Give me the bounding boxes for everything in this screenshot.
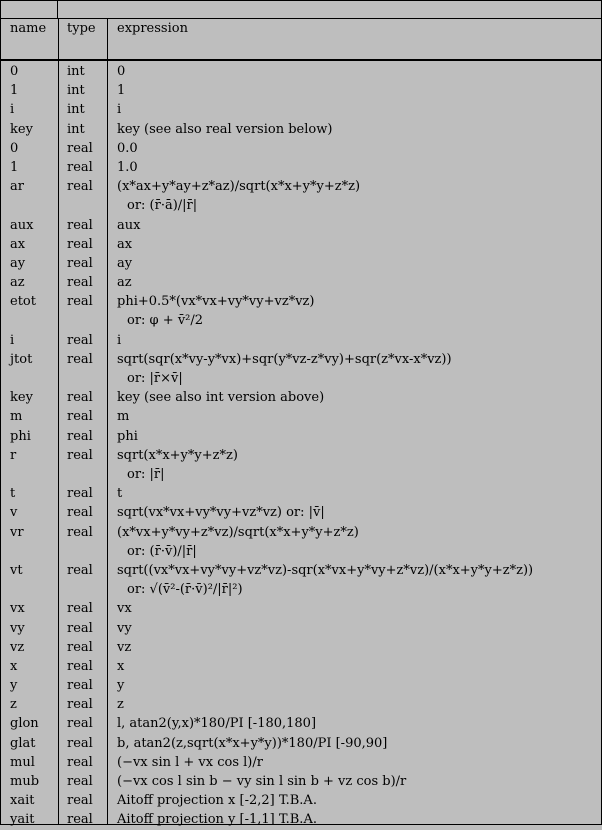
cell-name: vx xyxy=(10,601,25,617)
table-row xyxy=(1,772,601,791)
table-row xyxy=(1,695,601,714)
cell-type: real xyxy=(67,601,93,617)
table-row xyxy=(1,254,601,273)
cell-type: real xyxy=(67,351,93,367)
cell-expression: 1 xyxy=(117,83,126,99)
cell-type: real xyxy=(67,620,93,636)
cell-type: real xyxy=(67,754,93,770)
cell-expression: vx xyxy=(117,601,132,617)
cell-name: vz xyxy=(10,639,25,655)
cell-expression: i xyxy=(117,332,122,348)
cell-name: mub xyxy=(10,774,40,790)
cell-type: real xyxy=(67,294,93,310)
cell-expression: y xyxy=(117,678,125,694)
table-row xyxy=(1,676,601,695)
header-type: type xyxy=(67,21,96,36)
cell-type: real xyxy=(67,697,93,713)
table-row xyxy=(1,158,601,177)
table-row xyxy=(1,331,601,350)
cell-name: yait xyxy=(10,812,35,828)
cell-type: real xyxy=(67,255,93,271)
cell-name: jtot xyxy=(10,351,33,367)
cell-expression: vz xyxy=(117,639,132,655)
cell-expression: ax xyxy=(117,236,133,252)
cell-type: real xyxy=(67,390,93,406)
cell-expression: phi xyxy=(117,428,138,444)
cell-name: r xyxy=(10,447,17,463)
cell-name: xait xyxy=(10,793,35,809)
cell-type: real xyxy=(67,793,93,809)
cell-expression: ay xyxy=(117,255,133,271)
cell-name: etot xyxy=(10,294,36,310)
table-row xyxy=(1,120,601,139)
table-row xyxy=(1,427,601,446)
cell-name: m xyxy=(10,409,23,425)
cell-type: real xyxy=(67,159,93,175)
cell-name: glat xyxy=(10,735,36,751)
table-top-strip xyxy=(1,1,601,19)
table-row xyxy=(1,446,601,484)
cell-expression-alt: or: √(v̄²-(r̄·v̄)²/|r̄|²) xyxy=(127,582,243,598)
cell-name: ar xyxy=(10,179,24,195)
cell-expression: vy xyxy=(117,620,132,636)
table-row xyxy=(1,235,601,254)
cell-name: phi xyxy=(10,428,31,444)
cell-name: 0 xyxy=(10,140,19,156)
table-row xyxy=(1,81,601,100)
cell-name: x xyxy=(10,658,18,674)
cell-name: mul xyxy=(10,754,35,770)
cell-type: real xyxy=(67,486,93,502)
cell-type: int xyxy=(67,83,85,99)
table-row xyxy=(1,753,601,772)
cell-name: 1 xyxy=(10,159,19,175)
cell-expression: m xyxy=(117,409,130,425)
cell-expression: Aitoff projection y [-1,1] T.B.A. xyxy=(117,812,317,828)
table-row xyxy=(1,561,601,599)
cell-name: y xyxy=(10,678,18,694)
cell-expression: z xyxy=(117,697,124,713)
cell-name: 0 xyxy=(10,64,19,79)
cell-type: real xyxy=(67,562,93,578)
table-row xyxy=(1,484,601,503)
table-row xyxy=(1,810,601,829)
cell-type: int xyxy=(67,102,85,118)
cell-expression: sqrt((vx*vx+vy*vy+vz*vz)-sqr(x*vx+y*vy+z*vz)/(x*x+y*y+z*z)) xyxy=(117,562,534,578)
cell-name: ax xyxy=(10,236,26,252)
cell-type: real xyxy=(67,428,93,444)
cell-type: real xyxy=(67,140,93,156)
table-row xyxy=(1,100,601,119)
cell-expression: 0.0 xyxy=(117,140,138,156)
table-row xyxy=(1,791,601,810)
cell-expression: (−vx cos l sin b − vy sin l sin b + vz cos b)/r xyxy=(117,774,407,790)
table-row xyxy=(1,292,601,330)
cell-expression: phi+0.5*(vx*vx+vy*vy+vz*vz) xyxy=(117,294,315,310)
table-body xyxy=(1,62,601,830)
table-row xyxy=(1,523,601,561)
cell-type: real xyxy=(67,447,93,463)
cell-type: real xyxy=(67,639,93,655)
cell-expression: sqrt(vx*vx+vy*vy+vz*vz) or: |v̄| xyxy=(117,505,325,521)
cell-expression-alt: or: |r̄×v̄| xyxy=(127,371,183,387)
table-row xyxy=(1,734,601,753)
cell-type: real xyxy=(67,678,93,694)
table-row xyxy=(1,619,601,638)
cell-type: int xyxy=(67,64,85,79)
cell-expression: (x*vx+y*vy+z*vz)/sqrt(x*x+y*y+z*z) xyxy=(117,524,359,540)
cell-expression: i xyxy=(117,102,122,118)
table-row xyxy=(1,638,601,657)
table-row xyxy=(1,388,601,407)
table-row xyxy=(1,503,601,522)
cell-name: z xyxy=(10,697,17,713)
cell-expression: 1.0 xyxy=(117,159,138,175)
table-row xyxy=(1,62,601,81)
cell-expression: 0 xyxy=(117,64,126,79)
table-row xyxy=(1,407,601,426)
cell-expression: key (see also int version above) xyxy=(117,390,325,406)
cell-expression: sqrt(x*x+y*y+z*z) xyxy=(117,447,238,463)
cell-expression: b, atan2(z,sqrt(x*x+y*y))*180/PI [-90,90] xyxy=(117,735,388,751)
table-row xyxy=(1,216,601,235)
table-row xyxy=(1,714,601,733)
cell-name: aux xyxy=(10,217,34,233)
cell-name: i xyxy=(10,332,15,348)
table-row xyxy=(1,350,601,388)
cell-type: real xyxy=(67,217,93,233)
header-expression: expression xyxy=(117,21,188,36)
cell-expression: x xyxy=(117,658,125,674)
table-row xyxy=(1,657,601,676)
cell-expression-alt: or: |r̄| xyxy=(127,466,165,482)
table-row xyxy=(1,139,601,158)
header-name: name xyxy=(10,21,47,36)
cell-expression-alt: or: (r̄·ā)/|r̄| xyxy=(127,198,198,214)
cell-name: v xyxy=(10,505,18,521)
table-row xyxy=(1,599,601,618)
cell-expression: aux xyxy=(117,217,141,233)
cell-expression: key (see also real version below) xyxy=(117,121,333,137)
cell-type: real xyxy=(67,812,93,828)
cell-type: real xyxy=(67,716,93,732)
cell-type: real xyxy=(67,774,93,790)
top-strip-divider xyxy=(57,1,58,18)
cell-name: az xyxy=(10,275,25,291)
cell-expression: l, atan2(y,x)*180/PI [-180,180] xyxy=(117,716,317,732)
cell-type: real xyxy=(67,735,93,751)
cell-type: real xyxy=(67,524,93,540)
cell-expression: (x*ax+y*ay+z*az)/sqrt(x*x+y*y+z*z) xyxy=(117,179,361,195)
cell-name: 1 xyxy=(10,83,19,99)
cell-type: real xyxy=(67,332,93,348)
cell-expression-alt: or: (r̄·v̄)/|r̄| xyxy=(127,543,197,559)
cell-type: real xyxy=(67,505,93,521)
cell-name: key xyxy=(10,121,33,137)
cell-expression-alt: or: φ + v̄²/2 xyxy=(127,313,204,329)
cell-type: real xyxy=(67,409,93,425)
cell-name: t xyxy=(10,486,16,502)
cell-name: vr xyxy=(10,524,24,540)
cell-name: glon xyxy=(10,716,39,732)
cell-type: int xyxy=(67,121,85,137)
cell-name: key xyxy=(10,390,33,406)
cell-type: real xyxy=(67,658,93,674)
cell-expression: az xyxy=(117,275,132,291)
cell-name: ay xyxy=(10,255,26,271)
cell-expression: Aitoff projection x [-2,2] T.B.A. xyxy=(117,793,317,809)
cell-name: i xyxy=(10,102,15,118)
cell-expression: t xyxy=(117,486,123,502)
cell-expression: (−vx sin l + vx cos l)/r xyxy=(117,754,263,770)
cell-type: real xyxy=(67,275,93,291)
cell-type: real xyxy=(67,236,93,252)
cell-name: vy xyxy=(10,620,25,636)
table-row xyxy=(1,273,601,292)
cell-name: vt xyxy=(10,562,23,578)
table-row xyxy=(1,177,601,215)
cell-expression: sqrt(sqr(x*vy-y*vx)+sqr(y*vz-z*vy)+sqr(z*vx-x*vz)) xyxy=(117,351,452,367)
cell-type: real xyxy=(67,179,93,195)
